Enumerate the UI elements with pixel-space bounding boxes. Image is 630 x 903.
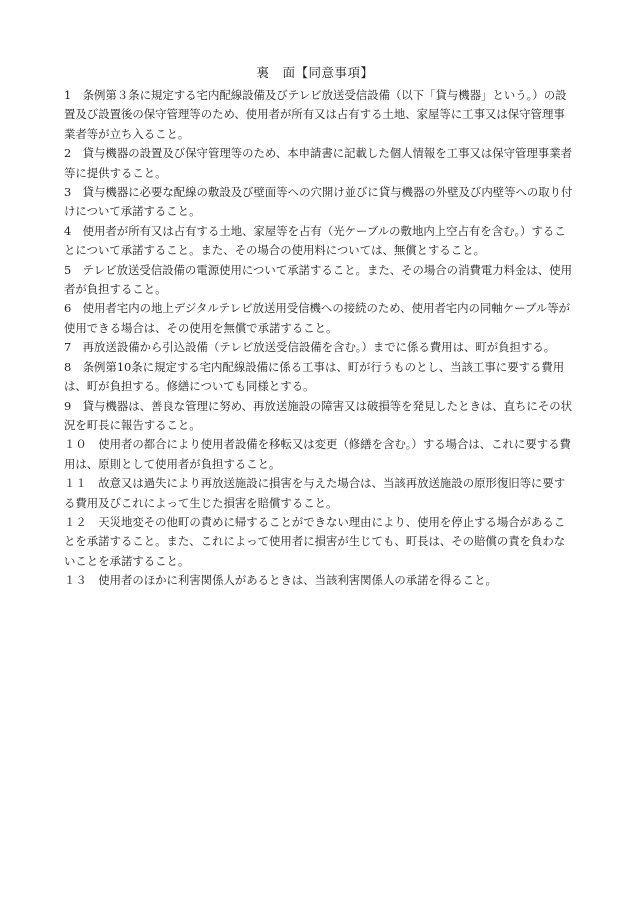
item-number: １３	[64, 573, 99, 588]
consent-item	[64, 358, 574, 397]
item-number: １０	[64, 437, 99, 452]
consent-item	[64, 261, 574, 300]
item-text: 再放送設備から引込設備（テレビ放送受信設備を含む。）までに係る費用は、町が負担する。	[82, 340, 556, 355]
consent-item	[64, 86, 574, 144]
item-number: 1	[64, 88, 83, 102]
item-text: 使用者の都合により使用者設備を移転又は変更（修繕を含む。）する場合は、これに要する費用は、原則として使用者が負担すること。	[64, 437, 571, 471]
consent-item	[64, 299, 574, 338]
item-text: テレビ放送受信設備の電源使用について承諾すること。また、その場合の消費電力料金は、使用者が負担すること。	[64, 262, 572, 297]
consent-item	[64, 513, 574, 571]
item-text: 使用者宅内の地上デジタルテレビ放送用受信機への接続のため、使用者宅内の同軸ケーブル等が使用できる場合は、その使用を無償で承諾すること。	[64, 301, 571, 335]
consent-item	[64, 474, 574, 513]
consent-item	[64, 435, 574, 474]
item-text: 貸与機器に必要な配線の敷設及び壁面等への穴開け並びに貸与機器の外壁及び内壁等への取り付けについて承諾すること。	[64, 185, 573, 219]
item-number: １１	[64, 476, 99, 491]
consent-item	[64, 397, 574, 436]
item-number: 8	[64, 359, 83, 374]
page-title: 裏 面【同意事項】	[256, 65, 374, 80]
consent-item	[64, 222, 574, 261]
item-text: 貸与機器の設置及び保守管理等のため、本申請書に記載した個人情報を工事又は保守管理事業者等に提供すること。	[64, 146, 572, 180]
item-text: 使用者が所有又は占有する土地、家屋等を占有（光ケーブルの敷地内上空占有を含む。）することについて承諾すること。また、その場合の使用料については、無償とすること。	[64, 223, 566, 258]
item-text: 天災地変その他町の責めに帰することができない理由により、使用を停止する場合があることを承諾すること。また、これによって使用者に損害が生じても、町長は、その賠償の責を負わないことを承諾すること。	[64, 514, 566, 568]
item-text: 使用者のほかに利害関係人があるときは、当該利害関係人の承諾を得ること。	[98, 573, 497, 588]
item-number: 3	[64, 185, 83, 200]
item-number: １２	[64, 514, 99, 529]
item-text: 故意又は過失により再放送施設に損害を与えた場合は、当該再放送施設の原形復旧等に要する費用及びこれによって生じた損害を賠償すること。	[64, 476, 566, 510]
item-text: 条例第10条に規定する宅内配線設備に係る工事は、町が行うものとし、当該工事に要する費用は、町が負担する。修繕についても同様とする。	[64, 359, 565, 394]
item-number: 9	[64, 398, 83, 413]
item-text: 貸与機器は、善良な管理に努め、再放送施設の障害又は破損等を発見したときは、直ちにその状況を町長に報告すること。	[64, 398, 572, 432]
item-number: 4	[64, 223, 83, 238]
consent-item	[64, 144, 574, 183]
item-text: 条例第３条に規定する宅内配線設備及びテレビ放送受信設備（以下「貸与機器」という。）の設置及び設置後の保守管理等のため、使用者が所有又は占有する土地、家屋等に工事又は保守管理事業者等が立ち入ること。	[64, 88, 567, 141]
item-number: 6	[64, 301, 83, 316]
item-number: 2	[64, 146, 83, 161]
consent-item	[64, 571, 574, 590]
consent-item	[64, 183, 574, 222]
consent-item	[64, 338, 574, 357]
item-number: 5	[64, 262, 83, 277]
item-number: 7	[64, 340, 83, 355]
consent-item-list	[64, 86, 574, 591]
